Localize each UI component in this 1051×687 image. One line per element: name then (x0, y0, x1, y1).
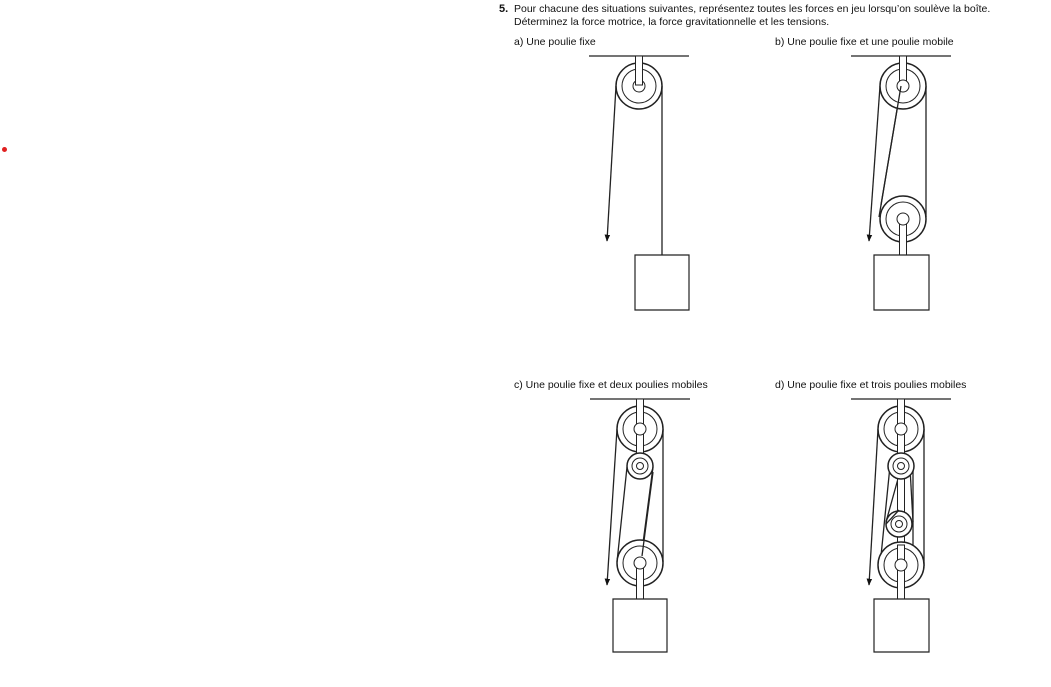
figure-b-diagram (845, 50, 960, 315)
pull-rope-arrow (607, 86, 616, 241)
figure-d-diagram (845, 392, 960, 657)
box-load (635, 255, 689, 310)
figure-b-label: b) Une poulie fixe et une poulie mobile (775, 36, 954, 48)
figure-a-label: a) Une poulie fixe (514, 36, 596, 48)
box-load (874, 255, 929, 310)
box-load (874, 599, 929, 652)
question-text-line1: Pour chacune des situations suivantes, représentez toutes les forces en jeu lorsqu’on soulève la boîte. (514, 3, 991, 15)
pull-rope-arrow (869, 86, 880, 241)
pull-rope-arrow (607, 429, 617, 585)
figure-c-diagram (583, 392, 698, 657)
question-text-line2: Déterminez la force motrice, la force gravitationnelle et les tensions. (514, 16, 830, 28)
red-marker-dot (2, 147, 7, 152)
pull-rope-arrow (869, 429, 878, 585)
question-number: 5. (499, 3, 509, 15)
box-load (613, 599, 667, 652)
figure-d-label: d) Une poulie fixe et trois poulies mobiles (775, 379, 967, 391)
figure-c-label: c) Une poulie fixe et deux poulies mobiles (514, 379, 708, 391)
figure-a-diagram (580, 50, 700, 315)
